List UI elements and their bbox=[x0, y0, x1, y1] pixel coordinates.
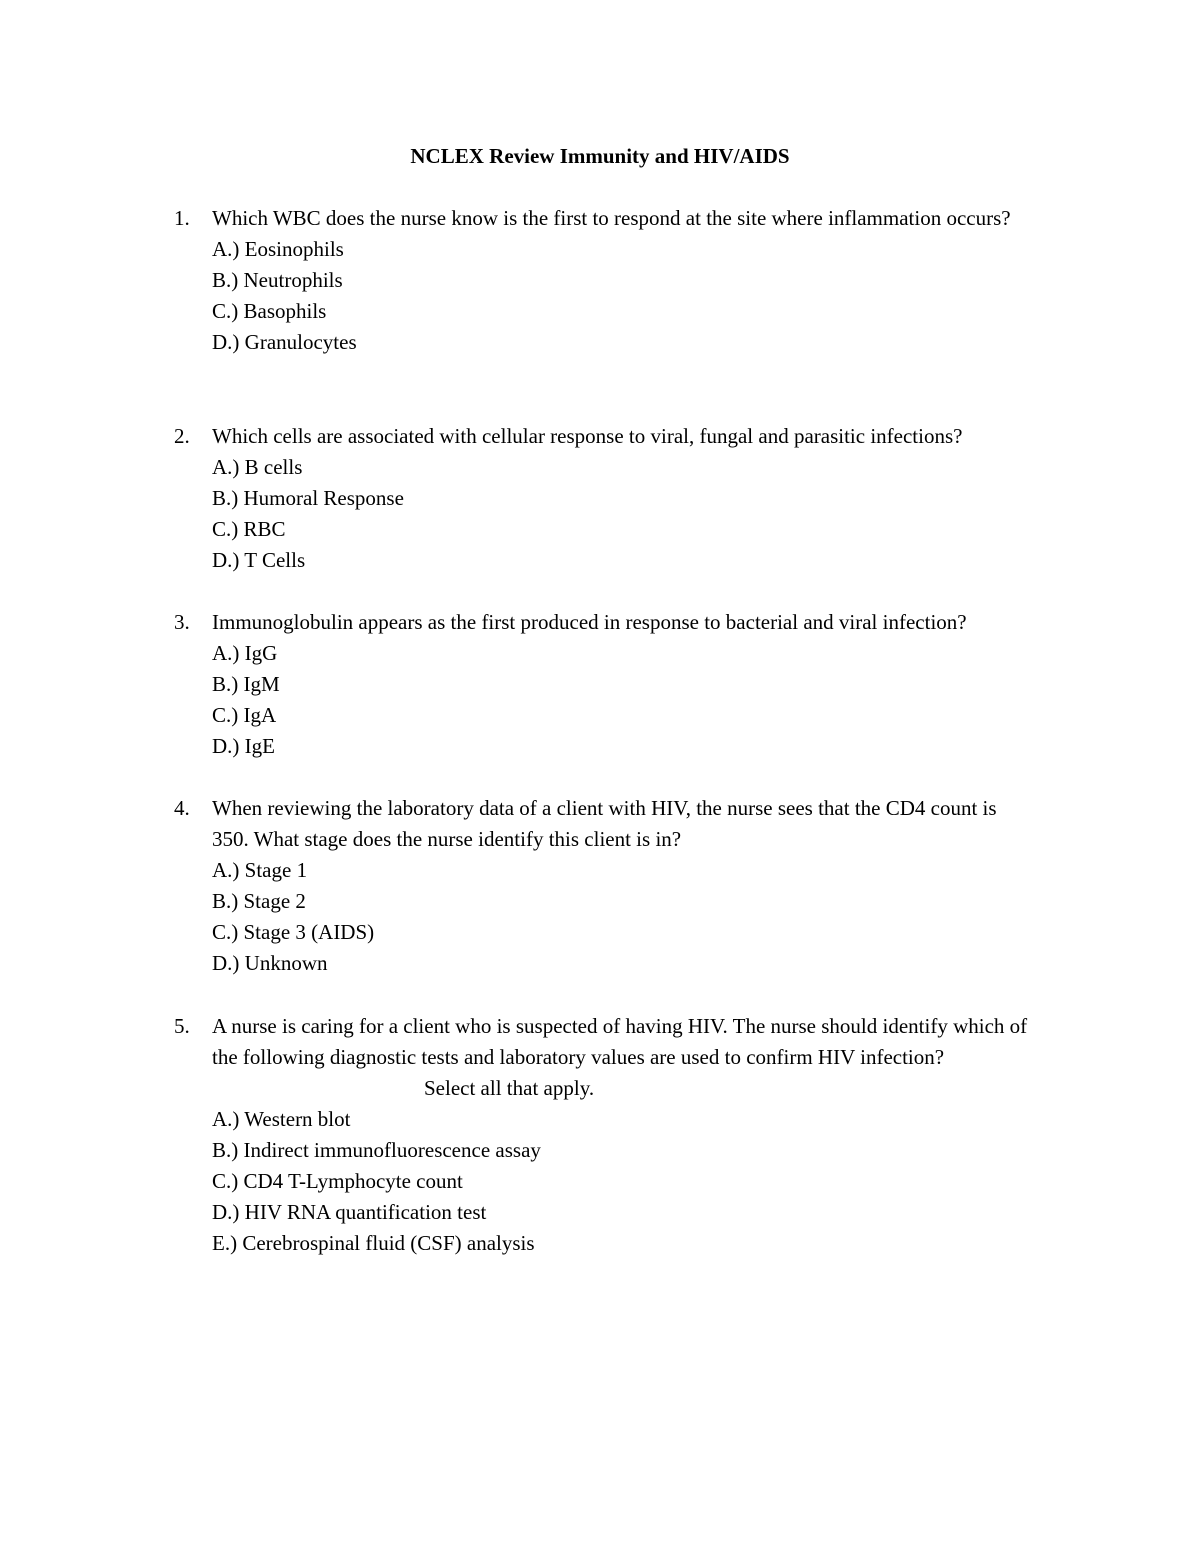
question-1 bbox=[174, 203, 1074, 358]
answer-option-b: B.) Indirect immunofluorescence assay bbox=[212, 1138, 541, 1162]
document-title: NCLEX Review Immunity and HIV/AIDS bbox=[410, 144, 790, 168]
answer-option-a: A.) Stage 1 bbox=[212, 858, 308, 882]
answer-option-e: E.) Cerebrospinal fluid (CSF) analysis bbox=[212, 1231, 535, 1255]
answer-option-a: A.) Eosinophils bbox=[212, 237, 344, 261]
answer-option-d: D.) T Cells bbox=[212, 548, 306, 572]
question-4 bbox=[174, 793, 1074, 979]
question-text: Immunoglobulin appears as the first produced in response to bacterial and viral infection? bbox=[212, 610, 967, 634]
answer-option-d: D.) HIV RNA quantification test bbox=[212, 1200, 487, 1224]
question-text: When reviewing the laboratory data of a client with HIV, the nurse sees that the CD4 count is 350. What stage does the nurse identify this client is in? bbox=[212, 796, 997, 851]
answer-option-b: B.) Neutrophils bbox=[212, 268, 343, 292]
question-number: 5. bbox=[174, 1014, 190, 1038]
answer-option-b: B.) IgM bbox=[212, 672, 280, 696]
question-number: 1. bbox=[174, 206, 190, 230]
answer-option-a: A.) B cells bbox=[212, 455, 303, 479]
answer-option-a: A.) Western blot bbox=[212, 1107, 351, 1131]
question-number: 4. bbox=[174, 796, 190, 820]
answer-option-d: D.) Unknown bbox=[212, 951, 328, 975]
question-5 bbox=[174, 1011, 1074, 1259]
select-all-note: Select all that apply. bbox=[424, 1076, 595, 1100]
answer-option-a: A.) IgG bbox=[212, 641, 278, 665]
answer-option-c: C.) CD4 T-Lymphocyte count bbox=[212, 1169, 463, 1193]
answer-option-c: C.) IgA bbox=[212, 703, 277, 727]
question-text: Which WBC does the nurse know is the first to respond at the site where inflammation occurs? bbox=[212, 206, 1011, 230]
question-2 bbox=[174, 421, 1074, 576]
answer-option-b: B.) Stage 2 bbox=[212, 889, 306, 913]
question-number: 3. bbox=[174, 610, 190, 634]
question-number: 2. bbox=[174, 424, 190, 448]
question-text: Which cells are associated with cellular response to viral, fungal and parasitic infections? bbox=[212, 424, 963, 448]
answer-option-c: C.) Basophils bbox=[212, 299, 327, 323]
answer-option-c: C.) RBC bbox=[212, 517, 286, 541]
answer-option-b: B.) Humoral Response bbox=[212, 486, 404, 510]
answer-option-d: D.) Granulocytes bbox=[212, 330, 357, 354]
question-text: A nurse is caring for a client who is suspected of having HIV. The nurse should identify which of the following diagnostic tests and laboratory values are used to confirm HIV infection? bbox=[212, 1014, 1028, 1069]
answer-option-c: C.) Stage 3 (AIDS) bbox=[212, 920, 375, 944]
question-3 bbox=[174, 607, 1074, 762]
answer-option-d: D.) IgE bbox=[212, 734, 275, 758]
